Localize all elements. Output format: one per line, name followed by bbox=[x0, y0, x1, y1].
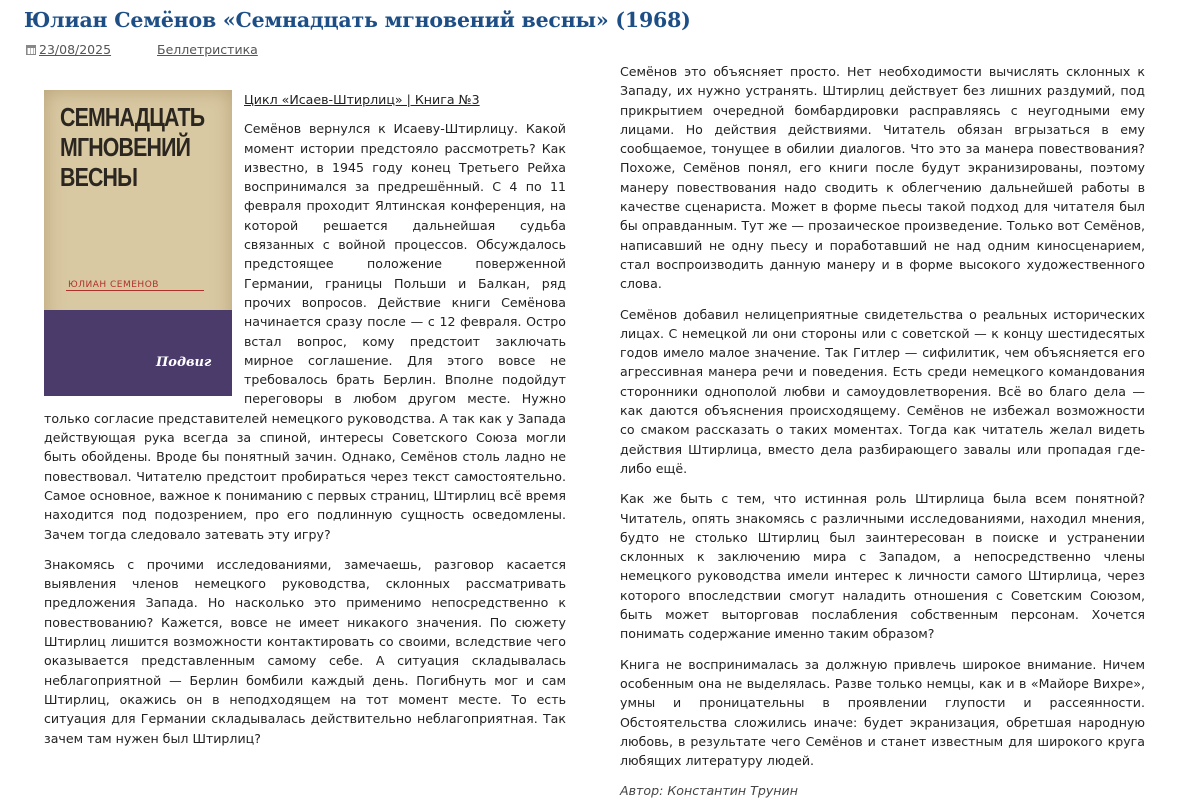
article-author: Автор: Константин Трунин bbox=[620, 783, 798, 799]
paragraph: Семёнов добавил нелицеприятные свидетельства о реальных исторических лицах. С немецкой ли они стороны или с советской — к концу шестидесятых годов имело малое значение. Так Гитлер — сифилитик, чем объясняется его агрессивная манера речи и поведения. Есть среди немецкого командования сторонники однополой любви и самоудовлетворения. Всё во благо дела — как даются объяснения происходящему. Семёнов не избежал возможности со смаком рассказать о таких моментах. Тогда как читатель желал видеть действия Штирлица, вместо дела разбирающего завалы или пропадая где-либо ещё. bbox=[620, 306, 1145, 476]
cover-title: СЕМНАДЦАТЬ МГНОВЕНИЙ ВЕСНЫ bbox=[60, 102, 205, 192]
date-link[interactable]: 23/08/2025 bbox=[39, 42, 112, 57]
publisher-logo: Подвиг bbox=[156, 355, 212, 370]
paragraph: Знакомясь с прочими исследованиями, замечаешь, разговор касается выявления членов немецкого руководства, склонных рассматривать предложения Запада. Но насколько это применимо непосредственно к повествованию? Кажется, вовсе не имеет никакого значения. По сюжету Штирлиц лишится возможности контактировать со своими, вследствие чего оказывается представленным самому себе. А ситуация складывалась неблагоприятной — Берлин бомбили каждый день. Погибнуть мог и сам Штирлиц, окажись он в неподходящем на тот момент месте. То есть ситуация для Германии складывалась действительно неблагоприятная. Так зачем там нужен был Штирлиц? bbox=[44, 556, 566, 746]
cycle-link[interactable]: Цикл «Исаев-Штирлиц» | Книга №3 bbox=[244, 92, 480, 107]
paragraph: Семёнов вернулся к Исаеву-Штирлицу. Какой момент истории предстояло рассмотреть? Как известно, в 1945 году конец Третьего Рейха воспринимался за предрешённый. С 4 по 11 февраля проходит Ялтинская конференция, на которой решается дальнейшая судьба связанных с войной процессов. Обсуждалось предстоящее положение поверженной Германии, границы Польши и Балкан, ряд прочих вопросов. Действие книги Семёнова начинается сразу после — с 12 февраля. Остро встал вопрос, кому предстоит заключать мирное соглашение. Для этого вовсе не требовалось брать Берлин. Вполне подойдут переговоры в любом другом месте. Нужно только согласие представителей немецкого руководства. А так как у Запада действующая рука всегда за спиной, интересы Советского Союза могли быть обойдены. Вроде бы понятный зачин. Однако, Семёнов столь ладно не повествовал. Читателю предстоит пробираться через текст самостоятельно. Самое основное, важное к пониманию с первых страниц, Штирлиц всё время находится под подозрением, про его подлинную сущность осведомлены. Зачем тогда следовало затевать эту игру? bbox=[44, 121, 566, 542]
paragraph: Как же быть с тем, что истинная роль Штирлица была всем понятной? Читатель, опять знакомясь с различными исследованиями, находил мнения, будто не столько Штирлиц был заинтересован в поиске и устранении склонных к заключению мира с Западом, а непосредственно члены немецкого руководства имели интерес к личности самого Штирлица, через которого впоследствии смогут наладить отношения с Советским Союзом, быть может выторговав послабления собственным персонам. Хочется понимать содержание именно таким образом? bbox=[620, 491, 1145, 642]
book-cover-image bbox=[44, 90, 232, 396]
page-title: Юлиан Семёнов «Семнадцать мгновений весны» (1968) bbox=[24, 8, 691, 32]
cover-author: ЮЛИАН СЕМЕНОВ bbox=[68, 280, 159, 290]
paragraph: Семёнов это объясняет просто. Нет необходимости вычислять склонных к Западу, их нужно устранять. Штирлиц действует без лишних раздумий, под прикрытием очередной бомбардировки расправляясь с неугодными ему лицами. Но действия действиями. Читатель обязан вгрызаться в ему сообщаемое, тонущее в обилии диалогов. Что это за манера повествования? Похоже, Семёнов понял, его книги после будут экранизированы, поэтому манеру повествования надо сводить к облегчению дальнейшей работы в качестве сценариста. Может в форме пьесы такой подход для читателя был бы оправданным. Тут же — прозаическое произведение. Только вот Семёнов, написавший не одну пьесу и поработавший не над одним киносценарием, стал воспроизводить данную манеру и в форме высокого художественного слова. bbox=[620, 64, 1145, 292]
category-link[interactable]: Беллетристика bbox=[157, 42, 258, 57]
right-column bbox=[620, 62, 1145, 812]
post-meta bbox=[26, 42, 258, 57]
calendar-icon bbox=[26, 45, 36, 55]
paragraph: Книга не воспринималась за должную привлечь широкое внимание. Ничем особенным она не выделялась. Разве только немцы, как и в «Майоре Вихре», умны и проницательны в проявлении глупости и рассеянности. Обстоятельства сложились иначе: будет экранизация, обретшая народную любовь, в результате чего Семёнов и станет известным для широкого круга любящих литературу людей. bbox=[620, 656, 1145, 769]
left-column bbox=[44, 90, 566, 759]
